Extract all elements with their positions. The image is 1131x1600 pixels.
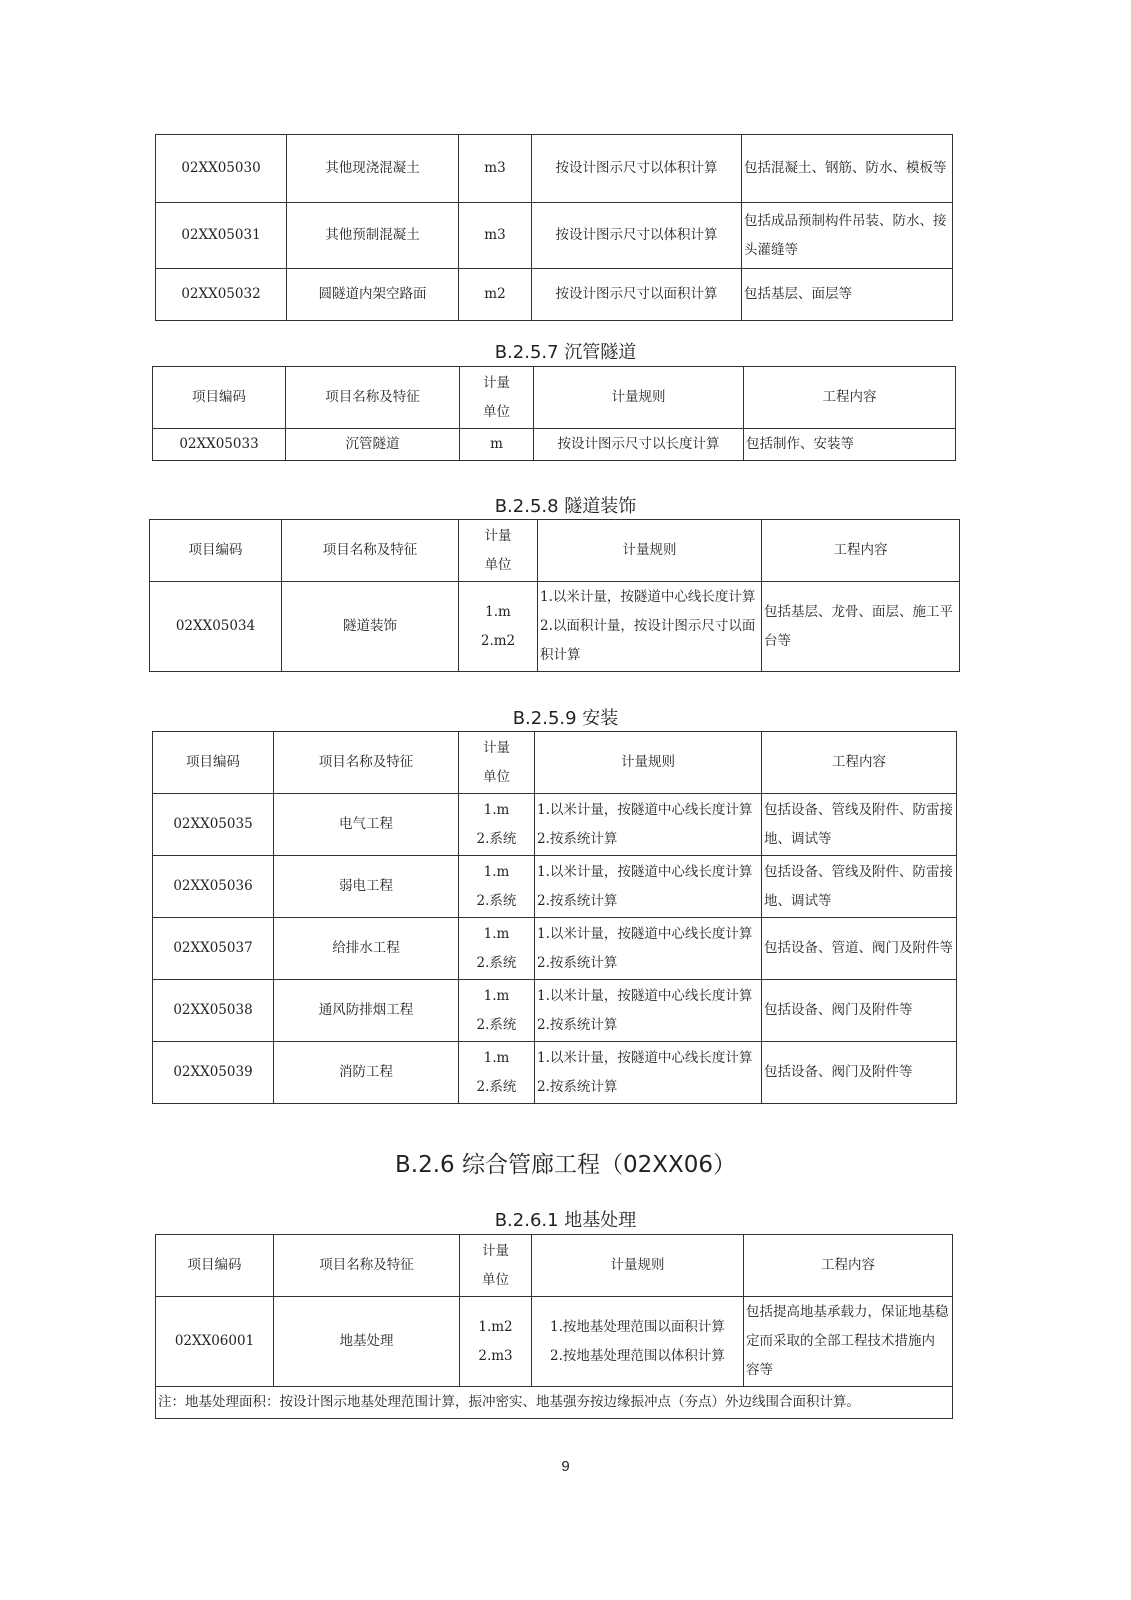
section-title-b257: B.2.5.7 沉管隧道: [494, 342, 637, 363]
item-unit-line: 1.m: [483, 863, 510, 880]
column-header: 工程内容: [762, 520, 960, 582]
column-header: 项目编码: [153, 367, 286, 429]
item-rule: [532, 1297, 744, 1387]
item-content: [762, 794, 957, 856]
column-header: 项目编码: [156, 1235, 274, 1297]
table-row: [156, 203, 953, 269]
column-header-line: 计量: [484, 527, 512, 544]
column-header: [459, 520, 538, 582]
item-content: [742, 269, 953, 321]
column-header: 工程内容: [744, 1235, 953, 1297]
item-content-line: 定而采取的全部工程技术措施内: [746, 1333, 935, 1349]
table-header-row: [156, 1235, 953, 1297]
item-rule: [538, 582, 762, 672]
table-header-row: [150, 520, 960, 582]
item-content: [744, 429, 956, 461]
item-unit-line: 1.m: [483, 801, 510, 818]
table-row: [153, 980, 957, 1042]
column-header: [459, 732, 535, 794]
item-rule-line: 按设计图示尺寸以面积计算: [555, 286, 718, 302]
item-rule-line: 1.以米计量，按隧道中心线长度计算: [540, 589, 756, 605]
section-title-b259: B.2.5.9 安装: [512, 708, 619, 729]
item-rule: [532, 269, 742, 321]
item-content-line: 包括设备、管线及附件、防雷接: [764, 863, 953, 880]
item-rule-line: 2.以面积计量，按设计图示尺寸以面: [540, 618, 756, 634]
item-rule-line: 按设计图示尺寸以体积计算: [555, 227, 718, 243]
item-name: 其他预制混凝土: [287, 203, 459, 269]
item-name: 圆隧道内架空路面: [287, 269, 459, 321]
table-row: [156, 135, 953, 203]
table-b261: [155, 1234, 953, 1419]
item-unit: [459, 1042, 535, 1104]
item-name: 电气工程: [274, 794, 459, 856]
column-header: 项目编码: [150, 520, 282, 582]
item-content-line: 包括制作、安装等: [746, 436, 854, 452]
column-header: 项目名称及特征: [274, 1235, 460, 1297]
item-code: 02XX05035: [153, 794, 274, 856]
item-rule-line: 1.以米计量，按隧道中心线长度计算: [537, 925, 753, 942]
item-rule-line: 1.以米计量，按隧道中心线长度计算: [537, 987, 753, 1004]
item-rule-line: 1.以米计量，按隧道中心线长度计算: [537, 863, 753, 880]
item-code: 02XX05031: [156, 203, 287, 269]
item-unit: [459, 135, 532, 203]
item-rule: [532, 135, 742, 203]
item-unit: [460, 429, 534, 461]
item-content: [742, 203, 953, 269]
item-unit: [459, 203, 532, 269]
item-unit-line: m3: [484, 160, 506, 176]
item-code: 02XX05037: [153, 918, 274, 980]
item-rule-line: 按设计图示尺寸以长度计算: [557, 436, 720, 452]
table-b257: [152, 366, 956, 461]
item-code: 02XX05034: [150, 582, 282, 672]
column-header: 项目编码: [153, 732, 274, 794]
table-header-row: [153, 367, 956, 429]
table-row: [153, 856, 957, 918]
item-code: 02XX06001: [156, 1297, 274, 1387]
table-row: [153, 794, 957, 856]
item-rule-line: 1.以米计量，按隧道中心线长度计算: [537, 1049, 753, 1066]
item-unit-line: m2: [484, 286, 506, 302]
column-header-line: 单位: [483, 403, 510, 420]
item-rule: [535, 918, 762, 980]
item-content: [762, 856, 957, 918]
item-name: 给排水工程: [274, 918, 459, 980]
item-rule: [535, 1042, 762, 1104]
column-header: 项目名称及特征: [274, 732, 459, 794]
column-header-line: 计量: [482, 1242, 509, 1259]
item-unit-line: 2.系统: [476, 1078, 517, 1095]
column-header-line: 计量: [483, 739, 510, 756]
table-row: [150, 582, 960, 672]
item-name: 隧道装饰: [282, 582, 459, 672]
item-rule-line: 2.按系统计算: [537, 830, 618, 847]
item-rule: [535, 794, 762, 856]
chapter-title-b26: B.2.6 综合管廊工程（02XX06）: [394, 1152, 737, 1178]
item-unit-line: 1.m: [483, 1049, 510, 1066]
item-unit-line: 1.m: [485, 603, 511, 620]
column-header: 计量规则: [532, 1235, 744, 1297]
item-unit: [459, 794, 535, 856]
table-row: [156, 269, 953, 321]
item-rule: [532, 203, 742, 269]
item-unit-line: 2.系统: [476, 892, 517, 909]
table-note-row: [156, 1387, 953, 1419]
item-unit: [459, 918, 535, 980]
table-b259: [152, 731, 957, 1104]
item-code: 02XX05038: [153, 980, 274, 1042]
item-rule-line: 2.按系统计算: [537, 954, 618, 971]
item-unit-line: m: [490, 436, 503, 452]
item-unit: [459, 582, 538, 672]
item-unit-line: 2.m2: [480, 632, 516, 649]
section-title-b261: B.2.6.1 地基处理: [494, 1210, 637, 1231]
item-unit-line: 2.系统: [476, 954, 517, 971]
item-name: 地基处理: [274, 1297, 460, 1387]
section-title-b258: B.2.5.8 隧道装饰: [494, 496, 637, 517]
column-header: 工程内容: [762, 732, 957, 794]
item-content-line: 包括成品预制构件吊装、防水、接: [744, 212, 947, 229]
item-content-line: 容等: [746, 1362, 773, 1378]
column-header-line: 单位: [482, 1271, 509, 1288]
item-content-line: 地、调试等: [764, 830, 832, 847]
item-unit-line: 1.m: [483, 987, 510, 1004]
item-content-line: 包括基层、龙骨、面层、施工平: [764, 603, 953, 620]
item-rule-line: 积计算: [540, 647, 581, 663]
item-unit-line: 2.m3: [478, 1347, 513, 1364]
table-row: [156, 1297, 953, 1387]
item-code: 02XX05030: [156, 135, 287, 203]
column-header-line: 单位: [483, 768, 510, 785]
item-unit: [459, 269, 532, 321]
column-header-line: 单位: [484, 556, 512, 573]
table-row: [153, 1042, 957, 1104]
item-content-line: 包括设备、管线及附件、防雷接: [764, 801, 953, 818]
item-rule: [535, 856, 762, 918]
item-name: 弱电工程: [274, 856, 459, 918]
item-unit: [460, 1297, 532, 1387]
item-content-line: 包括基层、面层等: [744, 286, 852, 302]
item-name: 消防工程: [274, 1042, 459, 1104]
item-unit: [459, 980, 535, 1042]
column-header: 计量规则: [538, 520, 762, 582]
item-content-line: 包括设备、阀门及附件等: [764, 1064, 913, 1080]
item-rule-line: 1.按地基处理范围以面积计算: [550, 1318, 725, 1335]
item-code: 02XX05033: [153, 429, 286, 461]
table-header-row: [153, 732, 957, 794]
item-content: [762, 1042, 957, 1104]
item-content-line: 台等: [764, 632, 791, 649]
item-content: [762, 980, 957, 1042]
item-name: 沉管隧道: [286, 429, 460, 461]
table-tunnel-concrete: [155, 134, 953, 321]
item-rule-line: 1.以米计量，按隧道中心线长度计算: [537, 801, 753, 818]
item-content-line: 包括设备、管道、阀门及附件等: [764, 940, 953, 956]
item-rule-line: 2.按系统计算: [537, 892, 618, 909]
item-rule-line: 2.按系统计算: [537, 1078, 618, 1095]
item-content: [742, 135, 953, 203]
column-header: 计量规则: [534, 367, 744, 429]
item-content: [762, 918, 957, 980]
column-header-line: 计量: [483, 374, 510, 391]
page-number: 9: [561, 1458, 570, 1475]
item-rule-line: 2.按地基处理范围以体积计算: [550, 1347, 725, 1364]
item-rule-line: 按设计图示尺寸以体积计算: [555, 160, 718, 176]
item-unit: [459, 856, 535, 918]
item-unit-line: 1.m: [483, 925, 510, 942]
column-header: 计量规则: [535, 732, 762, 794]
item-content-line: 地、调试等: [764, 892, 832, 909]
column-header: [460, 1235, 532, 1297]
column-header: 项目名称及特征: [282, 520, 459, 582]
item-content-line: 包括混凝土、钢筋、防水、模板等: [744, 160, 947, 176]
item-content: [744, 1297, 953, 1387]
item-code: 02XX05032: [156, 269, 287, 321]
item-rule: [534, 429, 744, 461]
table-row: [153, 429, 956, 461]
item-content-line: 头灌缝等: [744, 241, 798, 258]
item-unit-line: 2.系统: [476, 830, 517, 847]
item-rule-line: 2.按系统计算: [537, 1016, 618, 1033]
item-unit-line: 1.m2: [478, 1318, 513, 1335]
column-header: [460, 367, 534, 429]
item-unit-line: 2.系统: [476, 1016, 517, 1033]
item-content-line: 包括设备、阀门及附件等: [764, 1002, 913, 1018]
item-code: 02XX05036: [153, 856, 274, 918]
table-b258: [149, 519, 960, 672]
table-row: [153, 918, 957, 980]
item-name: 其他现浇混凝土: [287, 135, 459, 203]
item-name: 通风防排烟工程: [274, 980, 459, 1042]
table-note: 注：地基处理面积：按设计图示地基处理范围计算，振冲密实、地基强夯按边缘振冲点（夯点）外边线围合面积计算。: [156, 1387, 953, 1419]
item-unit-line: m3: [484, 227, 506, 243]
item-rule: [535, 980, 762, 1042]
item-content: [762, 582, 960, 672]
item-content-line: 包括提高地基承载力，保证地基稳: [746, 1304, 949, 1320]
column-header: 项目名称及特征: [286, 367, 460, 429]
column-header: 工程内容: [744, 367, 956, 429]
item-code: 02XX05039: [153, 1042, 274, 1104]
